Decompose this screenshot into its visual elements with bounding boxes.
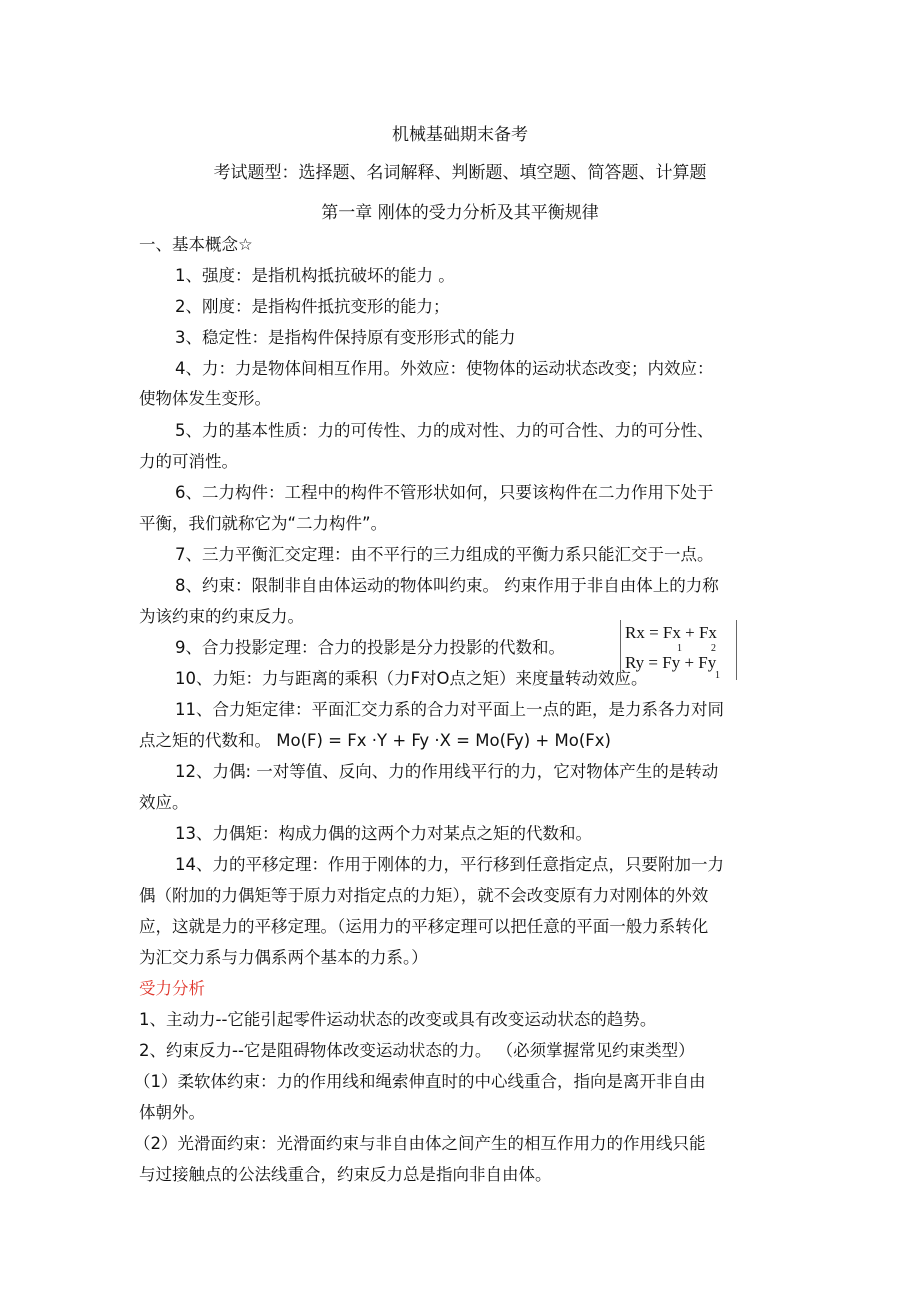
formula-subscript-1b: 1: [715, 670, 720, 681]
concept-line: 4、力：力是物体间相互作用。外效应：使物体的运动状态改变；内效应：: [175, 359, 714, 378]
section-heading-basic-concepts: 一、基本概念☆: [139, 235, 253, 254]
formula-subscript-2: 2: [711, 643, 716, 654]
concept-line: 偶（附加的力偶矩等于原力对指定点的力矩），就不会改变原有力对刚体的外效: [139, 886, 709, 905]
concept-line: 为该约束的约束反力。: [139, 607, 304, 626]
concept-line: 平衡，我们就称它为“二力构件”。: [139, 514, 388, 533]
concept-line: 应，这就是力的平移定理。（运用力的平移定理可以把任意的平面一般力系转化: [139, 917, 709, 936]
concept-line: 力的可消性。: [139, 452, 238, 471]
formula-ry: Ry = Fy + Fy: [625, 653, 717, 672]
formula-subscript-1: 1: [677, 643, 682, 654]
resultant-projection-formula: [620, 620, 737, 680]
concept-line: 10、力矩：力与距离的乘积（力F对O点之矩）来度量转动效应。: [175, 669, 648, 688]
concept-line: 8、约束：限制非自由体运动的物体叫约束。 约束作用于非自由体上的力称: [175, 576, 719, 595]
concept-line: 7、三力平衡汇交定理：由不平行的三力组成的平衡力系只能汇交于一点。: [175, 545, 714, 564]
concept-line: 12、力偶: 一对等值、反向、力的作用线平行的力，它对物体产生的是转动: [175, 762, 719, 781]
concept-line: 5、力的基本性质：力的可传性、力的成对性、力的可合性、力的可分性、: [175, 421, 714, 440]
concept-line: 3、稳定性：是指构件保持原有变形形式的能力: [175, 328, 516, 347]
force-line: 2、约束反力--它是阻碍物体改变运动状态的力。 （必须掌握常见约束类型）: [139, 1041, 695, 1060]
concept-line: 11、合力矩定律：平面汇交力系的合力对平面上一点的距，是力系各力对同: [175, 700, 724, 719]
section-heading-force-analysis: 受力分析: [139, 979, 205, 998]
force-line: （2）光滑面约束：光滑面约束与非自由体之间产生的相互作用力的作用线只能: [134, 1134, 706, 1153]
concept-line: 6、二力构件：工程中的构件不管形状如何，只要该构件在二力作用下处于: [175, 483, 714, 502]
document-title: 机械基础期末备考: [392, 125, 528, 145]
concept-line: 点之矩的代数和。 Mo(F) = Fx ·Y + Fy ·X = Mo(Fy) + Mo(Fx): [139, 731, 611, 750]
concept-line: 1、强度：是指机构抵抗破坏的能力 。: [175, 266, 455, 285]
formula-rx: Rx = Fx + Fx: [625, 623, 717, 642]
force-line: 体朝外。: [139, 1103, 205, 1122]
chapter-title: 第一章 刚体的受力分析及其平衡规律: [321, 203, 599, 223]
force-line: （1）柔软体约束：力的作用线和绳索伸直时的中心线重合，指向是离开非自由: [134, 1072, 706, 1091]
concept-line: 为汇交力系与力偶系两个基本的力系。）: [139, 948, 428, 967]
concept-line: 2、刚度：是指构件抵抗变形的能力；: [175, 297, 450, 316]
concept-line: 14、力的平移定理：作用于刚体的力，平行移到任意指定点，只要附加一力: [175, 855, 724, 874]
concept-line: 9、合力投影定理：合力的投影是分力投影的代数和。: [175, 638, 565, 657]
concept-line: 效应。: [139, 793, 189, 812]
force-line: 1、主动力--它能引起零件运动状态的改变或具有改变运动状态的趋势。: [139, 1010, 657, 1029]
concept-line: 13、力偶矩：构成力偶的这两个力对某点之矩的代数和。: [175, 824, 592, 843]
force-line: 与过接触点的公法线重合，约束反力总是指向非自由体。: [139, 1165, 552, 1184]
exam-types: 考试题型：选择题、名词解释、判断题、填空题、简答题、计算题: [213, 163, 707, 183]
concept-line: 使物体发生变形。: [139, 389, 271, 408]
